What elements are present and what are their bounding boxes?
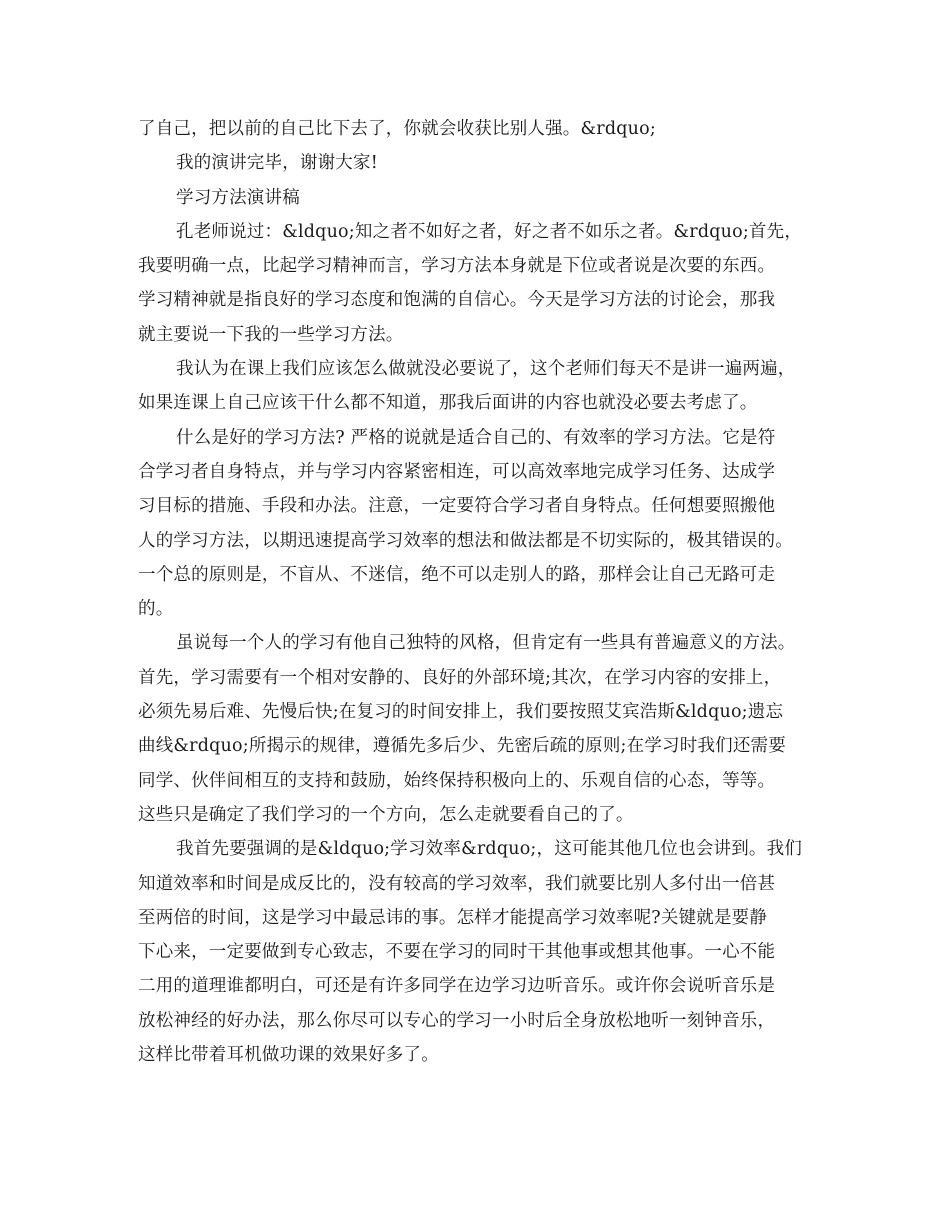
section-heading: 学习方法演讲稿 xyxy=(176,187,300,208)
text-line: 知道效率和时间是成反比的，没有较高的学习效率，我们就要比别人多付出一倍甚 xyxy=(138,873,776,894)
text-line: 如果连课上自己应该干什么都不知道，那我后面讲的内容也就没必要去考虑了。 xyxy=(138,393,758,414)
text-line: 我首先要强调的是&ldquo;学习效率&rdquo;，这可能其他几位也会讲到。我们 xyxy=(176,839,803,860)
text-line: 我认为在课上我们应该怎么做就没必要说了，这个老师们每天不是讲一遍两遍， xyxy=(176,359,796,380)
text-line: 首先，学习需要有一个相对安静的、良好的外部环境;其次，在学习内容的安排上， xyxy=(138,667,782,688)
text-line: 我要明确一点，比起学习精神而言，学习方法本身就是下位或者说是次要的东西。 xyxy=(138,256,776,277)
text-line: 合学习者自身特点，并与学习内容紧密相连，可以高效率地完成学习任务、达成学 xyxy=(138,461,776,482)
text-line: 必须先易后难、先慢后快;在复习的时间安排上，我们要按照艾宾浩斯&ldquo;遗忘 xyxy=(138,702,784,723)
text-line: 的。 xyxy=(138,599,174,620)
text-line: 下心来，一定要做到专心致志，不要在学习的同时干其他事或想其他事。一心不能 xyxy=(138,942,776,963)
text-line: 一个总的原则是，不盲从、不迷信，绝不可以走别人的路，那样会让自己无路可走 xyxy=(138,564,776,585)
document-body xyxy=(138,112,814,1072)
text-line: 同学、伙伴间相互的支持和鼓励，始终保持积极向上的、乐观自信的心态，等等。 xyxy=(138,770,776,791)
text-line: 我的演讲完毕，谢谢大家! xyxy=(176,153,378,174)
text-line: 至两倍的时间，这是学习中最忌讳的事。怎样才能提高学习效率呢?关键就是要静 xyxy=(138,907,768,928)
text-line: 人的学习方法，以期迅速提高学习效率的想法和做法都是不切实际的，极其错误的。 xyxy=(138,530,793,551)
text-line: 这些只是确定了我们学习的一个方向，怎么走就要看自己的了。 xyxy=(138,804,634,825)
text-line: 学习精神就是指良好的学习态度和饱满的自信心。今天是学习方法的讨论会，那我 xyxy=(138,290,776,311)
text-line: 放松神经的好办法，那么你尽可以专心的学习一小时后全身放松地听一刻钟音乐， xyxy=(138,1010,776,1031)
text-line: 二用的道理谁都明白，可还是有许多同学在边学习边听音乐。或许你会说听音乐是 xyxy=(138,976,776,997)
text-line: 这样比带着耳机做功课的效果好多了。 xyxy=(138,1045,439,1066)
text-line: 孔老师说过：&ldquo;知之者不如好之者，好之者不如乐之者。&rdquo;首先， xyxy=(176,221,803,242)
text-line: 习目标的措施、手段和办法。注意，一定要符合学习者自身特点。任何想要照搬他 xyxy=(138,496,776,517)
text-line: 了自己，把以前的自己比下去了，你就会收获比别人强。&rdquo; xyxy=(138,119,656,139)
text-line: 曲线&rdquo;所揭示的规律，遵循先多后少、先密后疏的原则;在学习时我们还需要 xyxy=(138,736,786,757)
text-line: 虽说每一个人的学习有他自己独特的风格，但肯定有一些具有普遍意义的方法。 xyxy=(176,633,796,654)
text-line: 就主要说一下我的一些学习方法。 xyxy=(138,324,404,345)
text-line: 什么是好的学习方法? 严格的说就是适合自己的、有效率的学习方法。它是符 xyxy=(176,427,776,448)
